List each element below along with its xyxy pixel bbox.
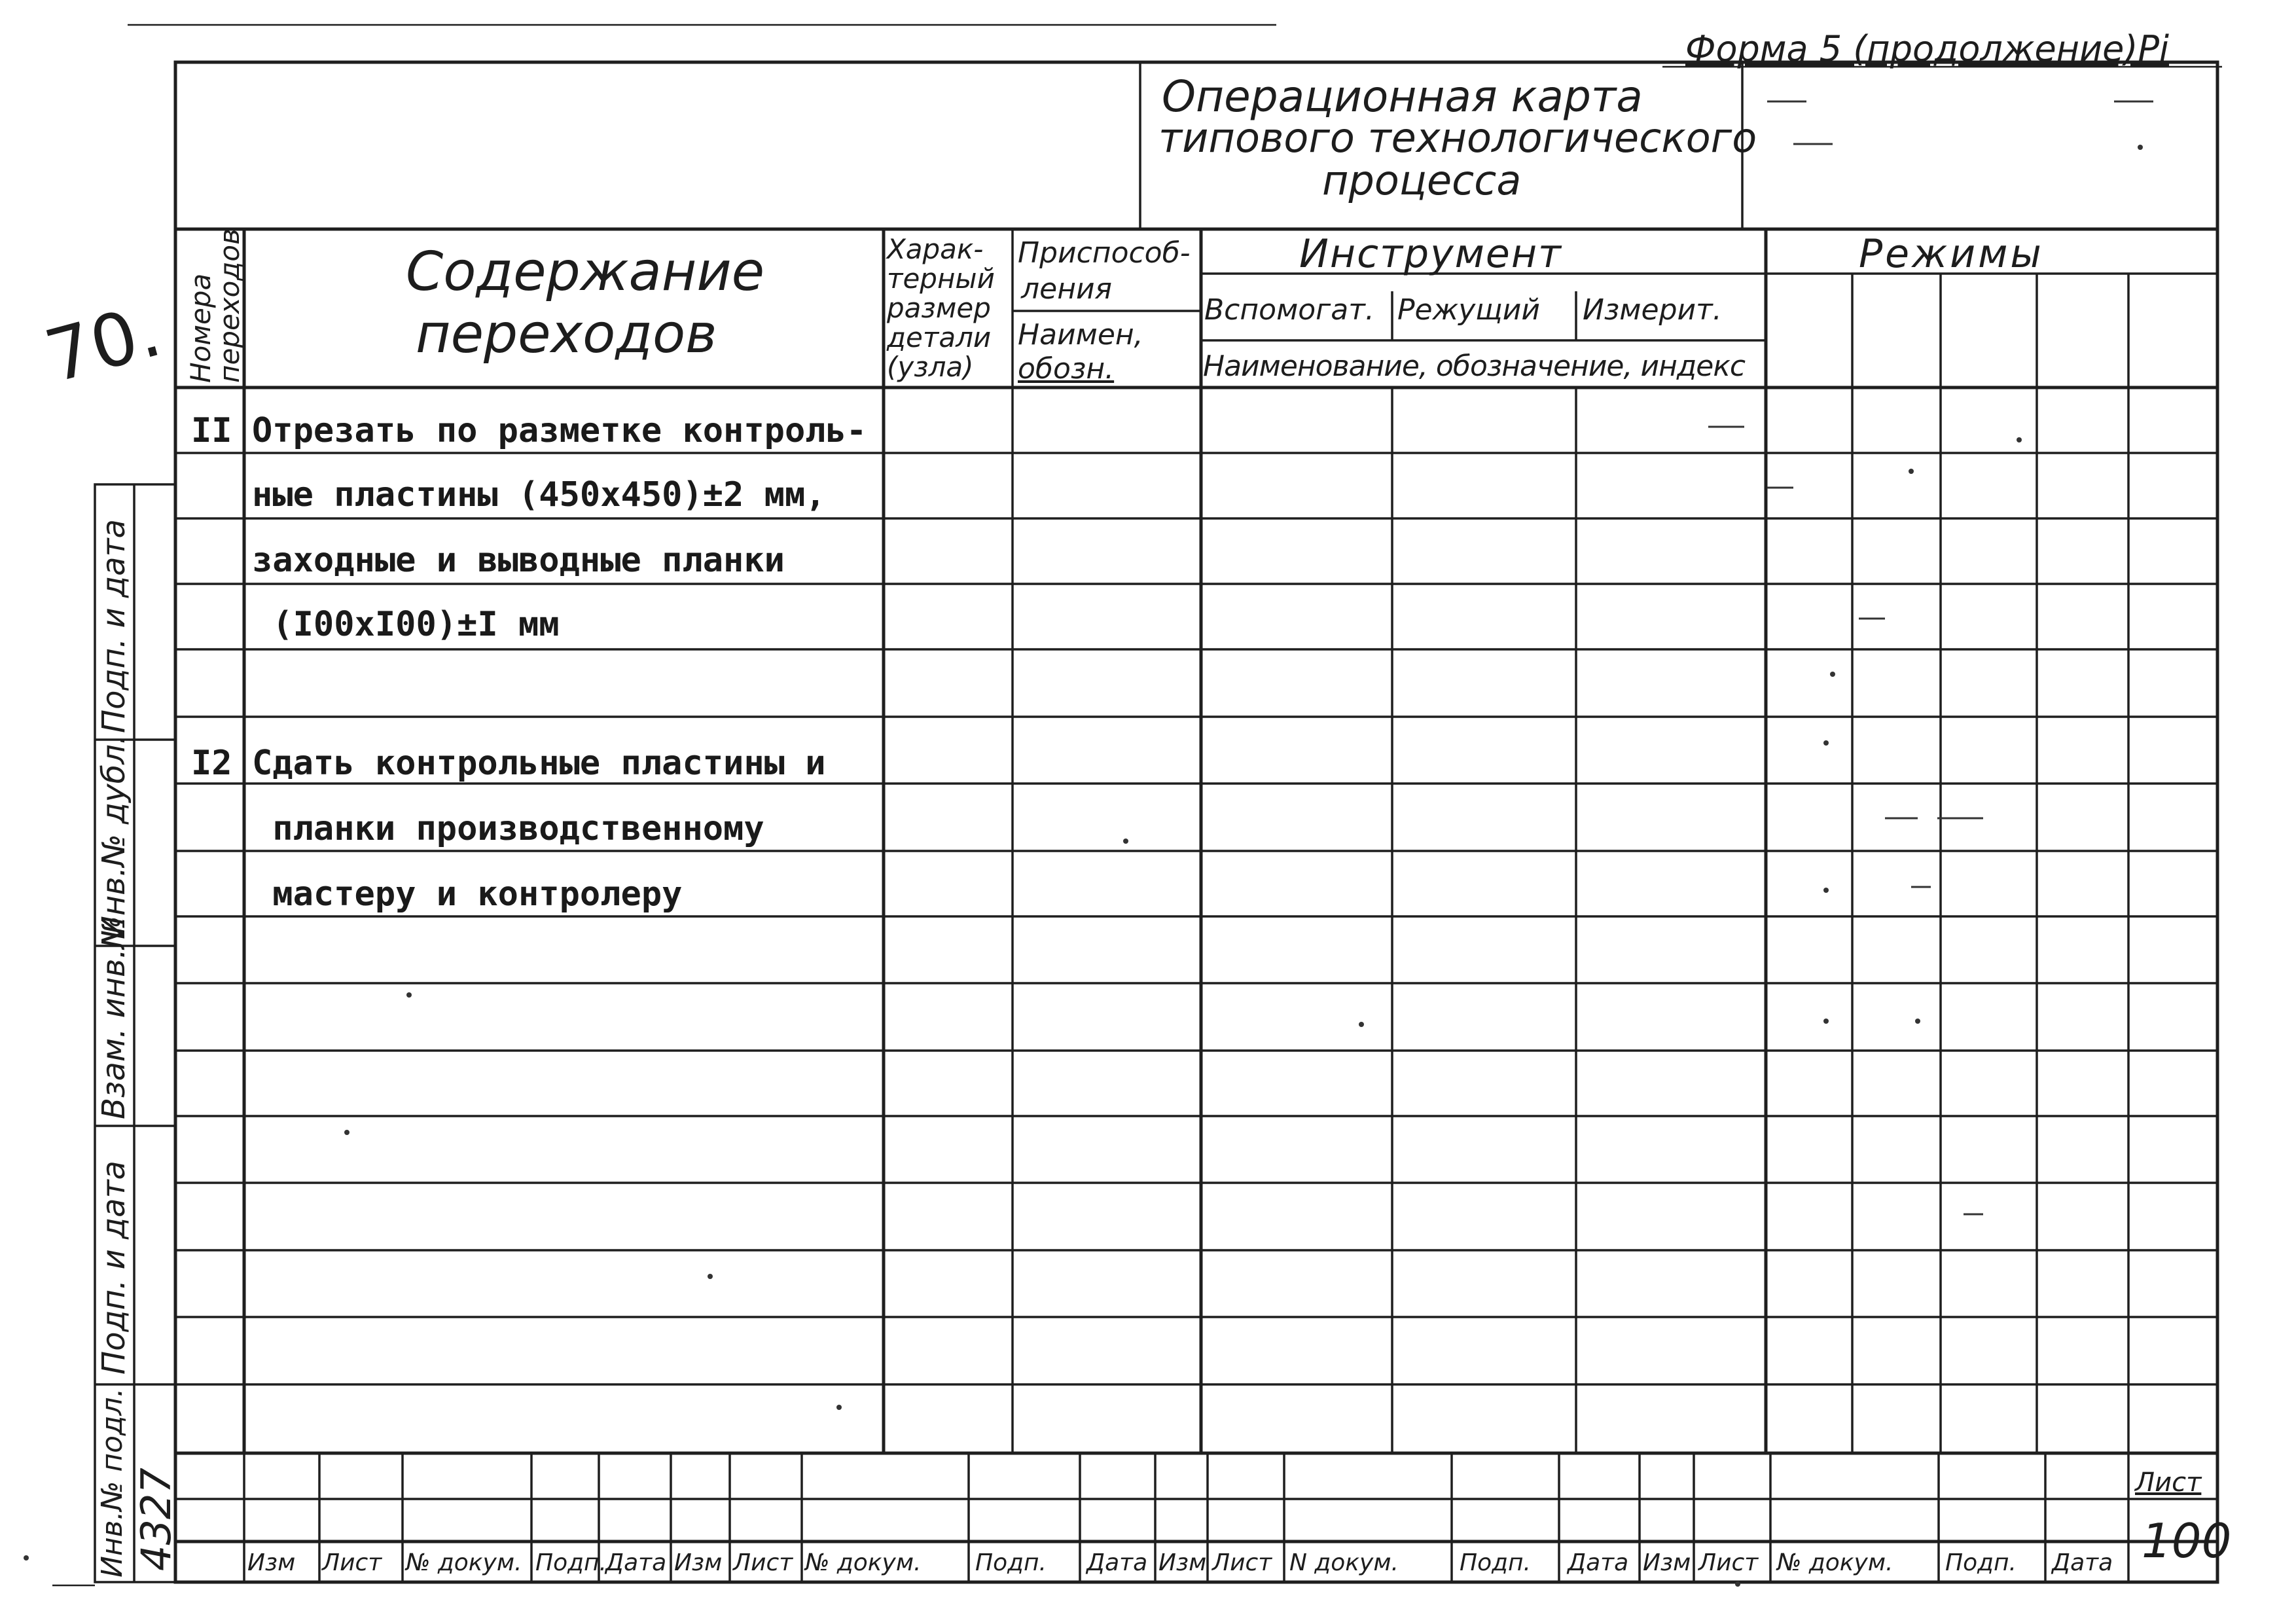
header-fixtures-sub-2: обозн. (1018, 352, 1115, 386)
header-size-2: терный (887, 262, 995, 295)
header-tool-measuring: Измерит. (1583, 293, 1722, 327)
side-replace-inv: Взам. инв.№ (96, 916, 132, 1119)
header-content-1: Содержание (406, 241, 765, 303)
footer-label: Подп. (535, 1549, 607, 1576)
footer-label: Дата (605, 1549, 667, 1576)
sheet-label: Лист (2135, 1468, 2202, 1498)
footer-label: Дата (1568, 1549, 1629, 1576)
step-11-line-1: Отрезать по разметке контроль- (252, 411, 867, 450)
header-tool: Инструмент (1299, 231, 1563, 277)
form-label: Форма 5 (продолжение)Рi (1685, 28, 2170, 69)
step-11-line-3: заходные и выводные планки (252, 541, 785, 580)
step-number-11: II (191, 411, 232, 450)
header-fixtures-2: ления (1021, 272, 1113, 306)
header-size-5: (узла) (887, 351, 974, 383)
header-content-2: переходов (416, 303, 717, 365)
footer-label: Лист (322, 1549, 382, 1576)
step-12-line-3: мастеру и контролеру (252, 875, 683, 914)
footer-label: Подп. (1460, 1549, 1531, 1576)
footer-label: № докум. (406, 1549, 522, 1576)
step-12-line-1: Сдать контрольные пластины и (252, 744, 826, 783)
side-sign-date-1: Подп. и дата (96, 519, 132, 733)
header-step-number: Номера переходов (185, 228, 246, 383)
footer-label: Лист (733, 1549, 793, 1576)
header-size-4: детали (887, 321, 992, 353)
side-dup-inv: Инв.№ дубл. (96, 734, 132, 939)
footer-label: Дата (1086, 1549, 1148, 1576)
footer-label: Изм (1643, 1549, 1691, 1576)
footer-label: Подп. (1945, 1549, 2017, 1576)
header-size-3: размер (887, 292, 991, 324)
footer-label: Дата (2052, 1549, 2113, 1576)
step-11-line-2: ные пластины (450х450)±2 мм, (252, 475, 826, 514)
footer-label: № докум. (805, 1549, 922, 1576)
inv-number: 4327 (132, 1468, 180, 1571)
header-fixtures-sub-1: Наимен, (1018, 318, 1143, 352)
footer-label: Подп. (975, 1549, 1047, 1576)
step-11-line-4: (I00хI00)±I мм (252, 605, 560, 644)
footer-label: Лист (1212, 1549, 1272, 1576)
step-number-12: I2 (191, 744, 232, 783)
card-title-line-2: типового технологического (1158, 114, 1757, 162)
header-tool-designation: Наименование, обозначение, индекс (1203, 350, 1746, 383)
step-12-line-2: планки производственному (252, 809, 764, 848)
footer-label: Изм (247, 1549, 296, 1576)
header-modes: Режимы (1859, 231, 2044, 277)
card-title-line-1: Операционная карта (1162, 71, 1643, 122)
footer-label: N докум. (1289, 1549, 1399, 1576)
footer-label: Изм (674, 1549, 723, 1576)
footer-label: Лист (1698, 1549, 1759, 1576)
footer-label: Изм (1158, 1549, 1207, 1576)
header-tool-cutting: Режущий (1397, 293, 1540, 327)
footer-label: № докум. (1777, 1549, 1893, 1576)
header-fixtures-1: Приспособ- (1018, 236, 1191, 270)
sheet-mark: 70. (37, 288, 170, 399)
side-original-inv: Инв.№ подл. (96, 1388, 129, 1578)
side-sign-date-2: Подп. и дата (96, 1161, 132, 1375)
card-title-line-3: процесса (1322, 156, 1522, 204)
header-size-1: Харак- (887, 233, 984, 265)
header-tool-aux: Вспомогат. (1204, 293, 1374, 327)
sheet-number: 100 (2142, 1513, 2232, 1568)
